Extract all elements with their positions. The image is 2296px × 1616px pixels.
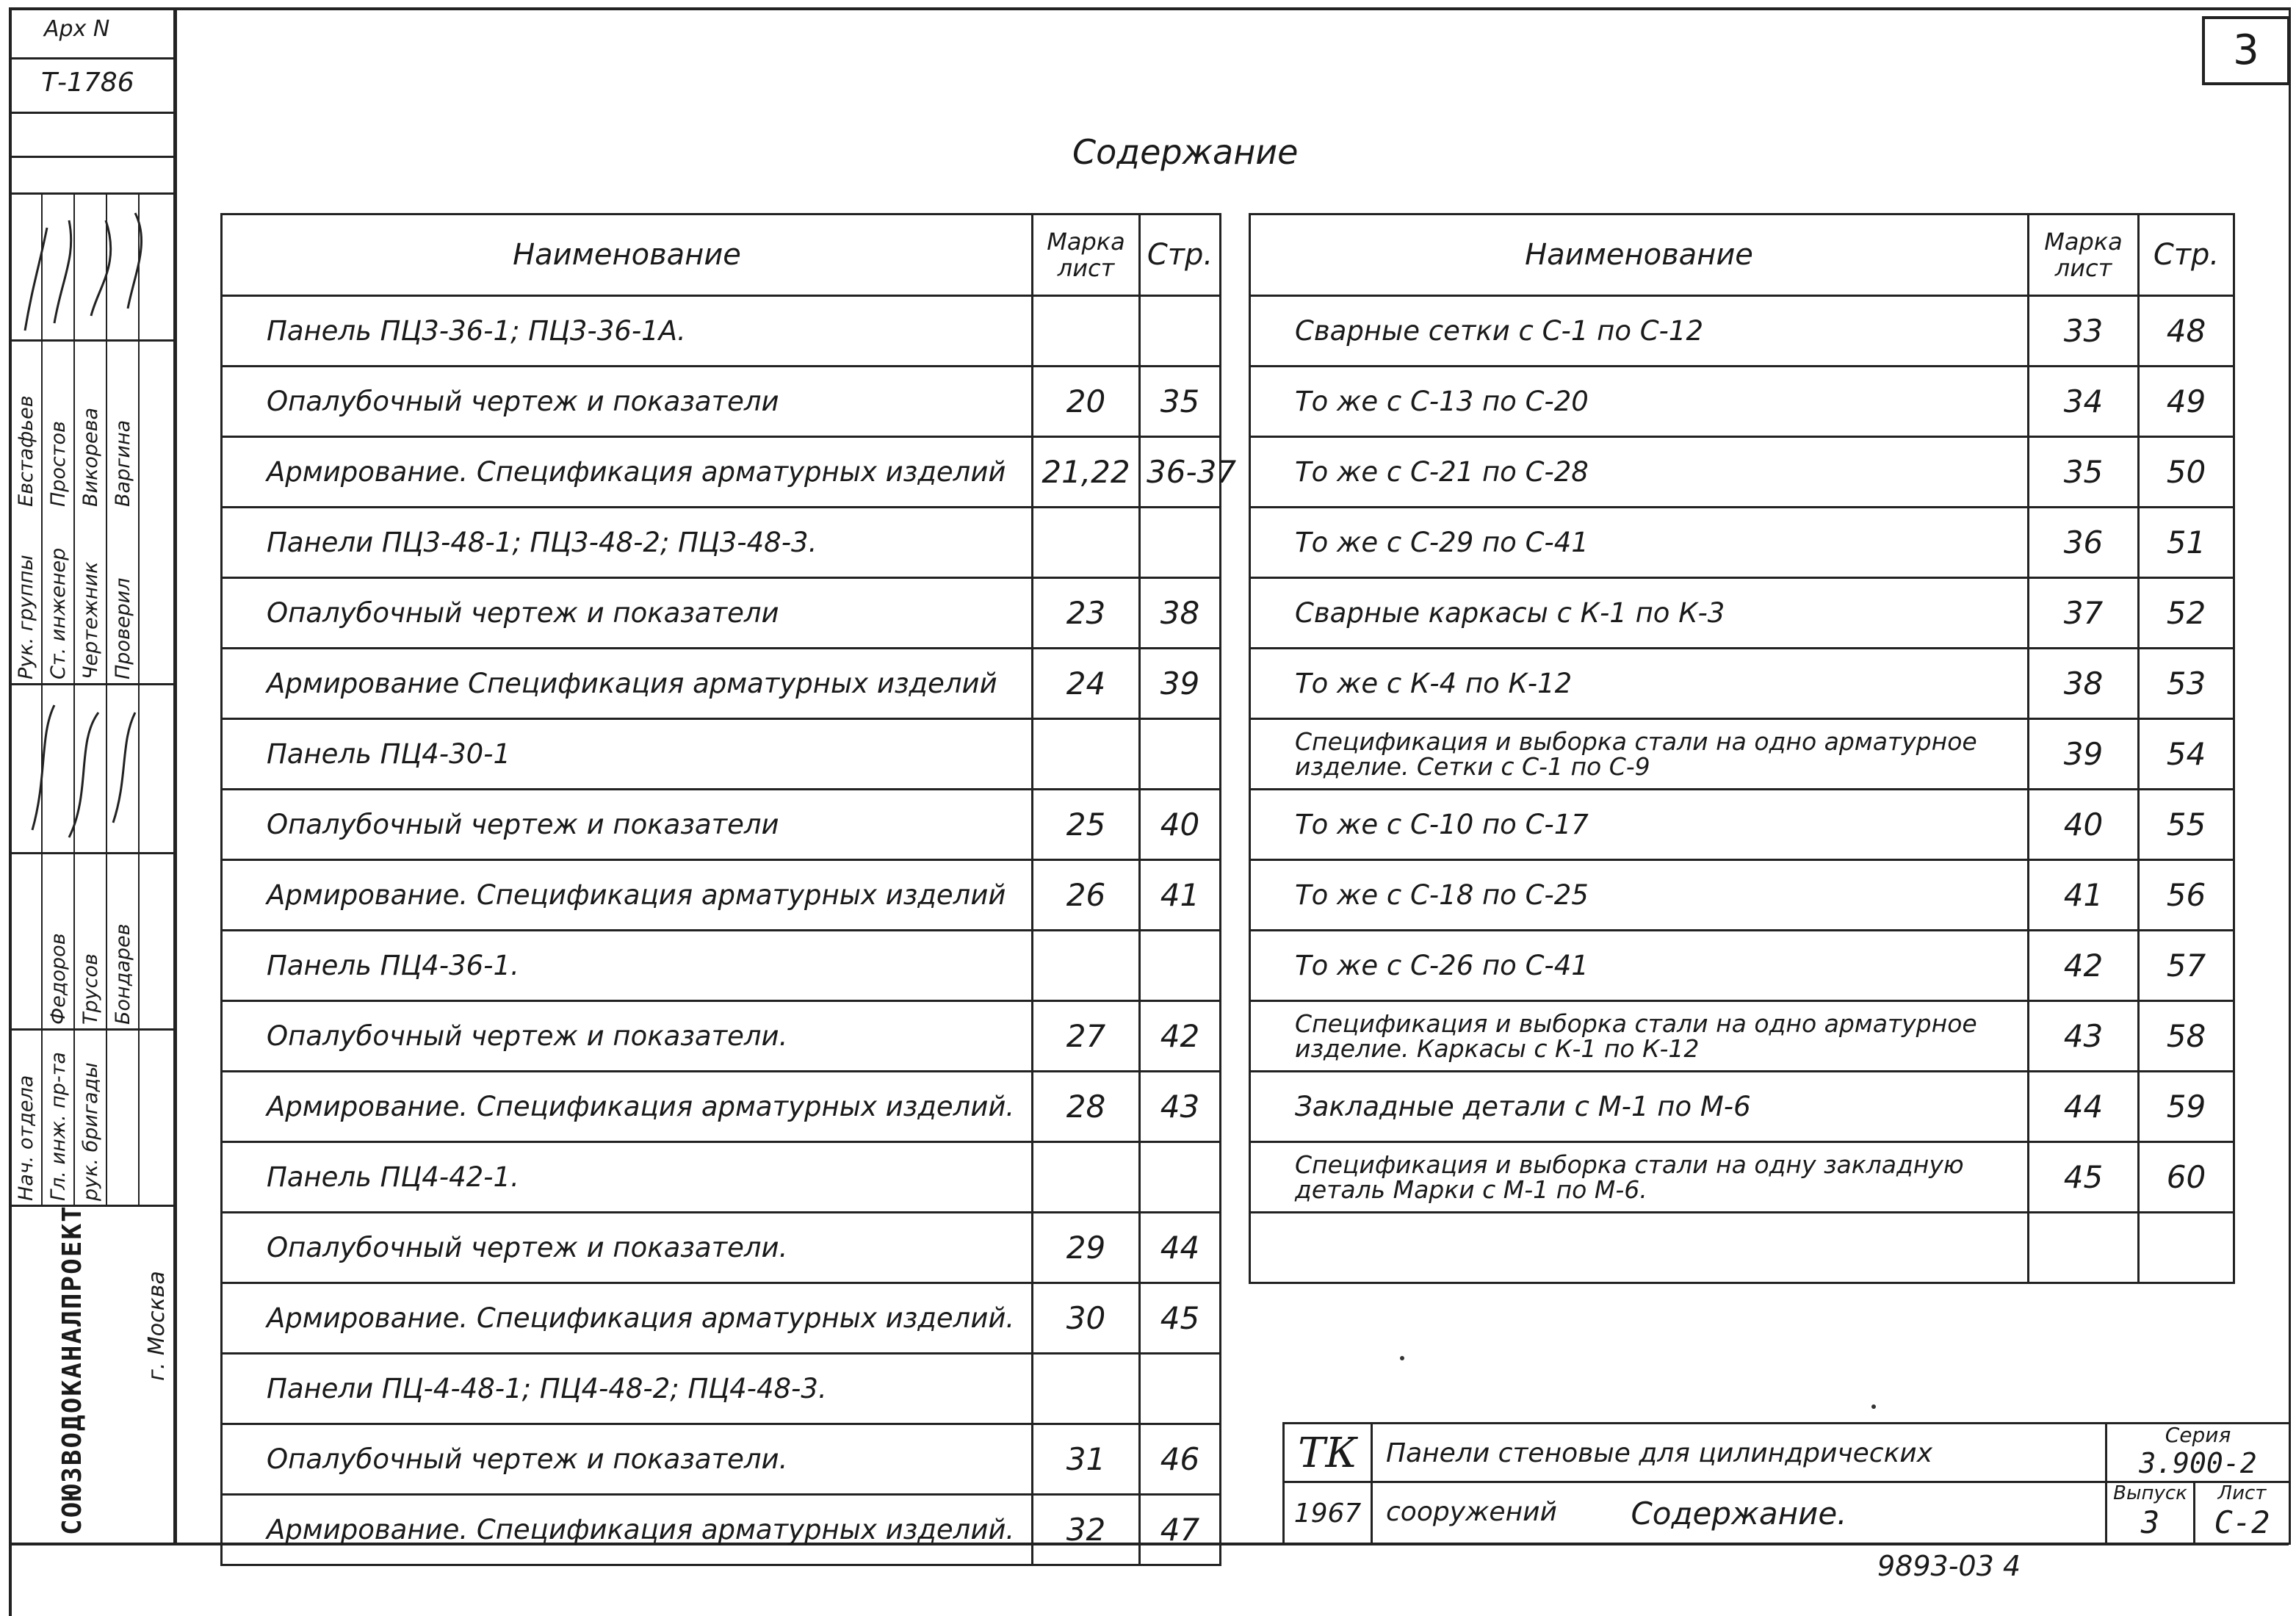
table-row [1250,1213,2234,1283]
table-row [222,508,1221,578]
table-row [1250,367,2234,437]
entry-page [1140,508,1221,578]
stamp-divider [9,339,173,342]
entry-page: 53 [2139,649,2234,719]
entry-name: Закладные детали с М-1 по М-6 [1250,1072,2029,1142]
frame-right-border [2289,7,2291,1543]
entry-page: 45 [1140,1283,1221,1354]
table-row [1250,578,2234,649]
name-label: Бондарев [112,923,134,1025]
header-page: Стр. [1140,214,1221,296]
name-label: Федоров [47,933,70,1025]
entry-mark [1033,931,1140,1001]
entry-page: 55 [2139,790,2234,860]
entry-name: Спецификация и выборка стали на одно арматурное изделие. Сетки с С-1 по С-9 [1250,719,2029,790]
signature-mark [10,198,172,338]
entry-name: То же с С-13 по С-20 [1250,367,2029,437]
organization-name: СОЮЗВОДОКАНАЛПРОЕКТ [57,1205,87,1535]
entry-mark [1033,1142,1140,1213]
table-row [1250,1001,2234,1072]
entry-page: 59 [2139,1072,2234,1142]
entry-mark: 40 [2029,790,2139,860]
entry-name: То же с К-4 по К-12 [1250,649,2029,719]
entry-page [1140,931,1221,1001]
frame-inner-border [173,7,177,1543]
table-row [222,437,1221,508]
entry-mark: 26 [1033,860,1140,931]
entry-page [2139,1213,2234,1283]
table-row [222,719,1221,790]
entry-page: 58 [2139,1001,2234,1072]
document-code: 9893-03 4 [1877,1550,2021,1582]
table-row [222,1142,1221,1213]
entry-name: Опалубочный чертеж и показатели [222,367,1033,437]
entry-name: Панели ПЦ3-48-1; ПЦ3-48-2; ПЦ3-48-3. [222,508,1033,578]
table-row [222,931,1221,1001]
entry-mark: 21,22 [1033,437,1140,508]
series-value: 3.900-2 [2139,1447,2257,1479]
table-row [222,1283,1221,1354]
table-row [1250,508,2234,578]
entry-name: Сварные каркасы с К-1 по К-3 [1250,578,2029,649]
table-header-row [1250,214,2234,296]
title-block-subtitle: Содержание. [1373,1483,2107,1545]
name-label: Простов [47,421,70,507]
role-label: Нач. отдела [15,1075,37,1201]
entry-mark: 28 [1033,1072,1140,1142]
entry-page [1140,1142,1221,1213]
entry-name: Спецификация и выборка стали на одно арматурное изделие. Каркасы с К-1 по К-12 [1250,1001,2029,1072]
table-header-row [222,214,1221,296]
table-row [222,860,1221,931]
title-block-year: 1967 [1285,1483,1373,1545]
entry-mark: 44 [2029,1072,2139,1142]
entry-page: 48 [2139,296,2234,367]
entry-name: Армирование. Спецификация арматурных изделий [222,437,1033,508]
entry-mark: 25 [1033,790,1140,860]
entry-page: 49 [2139,367,2234,437]
title-block-issue [2107,1483,2195,1545]
entry-page: 50 [2139,437,2234,508]
stamp-divider [9,112,173,114]
entry-name: То же с С-10 по С-17 [1250,790,2029,860]
table-row [1250,296,2234,367]
title-block-sheet [2195,1483,2291,1545]
entry-name: То же с С-21 по С-28 [1250,437,2029,508]
table-row [222,1495,1221,1565]
issue-value: 3 [2140,1504,2160,1540]
entry-page: 39 [1140,649,1221,719]
entry-mark: 36 [2029,508,2139,578]
entry-name [1250,1213,2029,1283]
entry-mark: 45 [2029,1142,2139,1213]
entry-name: Панель ПЦ4-30-1 [222,719,1033,790]
contents-table-left [220,213,1237,1566]
entry-mark: 20 [1033,367,1140,437]
entry-page: 41 [1140,860,1221,931]
entry-page: 57 [2139,931,2234,1001]
entry-name: То же с С-18 по С-25 [1250,860,2029,931]
title-block [1282,1422,2291,1545]
issue-label: Выпуск [2113,1482,2187,1504]
table-row [1250,860,2234,931]
title-block-description: Панели стеновые для цилиндрических сооружений [1373,1424,2107,1483]
entry-name: Панель ПЦ3-36-1; ПЦ3-36-1А. [222,296,1033,367]
entry-mark: 43 [2029,1001,2139,1072]
entry-name: Армирование. Спецификация арматурных изделий [222,860,1033,931]
entry-page: 40 [1140,790,1221,860]
stamp-divider [9,852,173,854]
stray-mark [1871,1404,1876,1409]
page-title: Содержание [1072,132,1299,172]
entry-page: 52 [2139,578,2234,649]
table-row [1250,931,2234,1001]
entry-mark: 29 [1033,1213,1140,1283]
entry-name: То же с С-29 по С-41 [1250,508,2029,578]
entry-mark: 38 [2029,649,2139,719]
table-row [1250,1072,2234,1142]
table-row [222,1072,1221,1142]
header-mark: Марка лист [2029,214,2139,296]
entry-name: Сварные сетки с С-1 по С-12 [1250,296,2029,367]
stamp-divider [9,683,173,685]
entry-mark: 31 [1033,1424,1140,1495]
entry-name: Опалубочный чертеж и показатели. [222,1001,1033,1072]
role-label: Гл. инж. пр-та [47,1052,70,1201]
entry-page: 43 [1140,1072,1221,1142]
entry-name: Опалубочный чертеж и показатели [222,790,1033,860]
entry-page: 46 [1140,1424,1221,1495]
header-name: Наименование [222,214,1033,296]
entry-name: Панель ПЦ4-36-1. [222,931,1033,1001]
table-row [222,578,1221,649]
entry-mark: 37 [2029,578,2139,649]
name-label: Трусов [79,953,102,1025]
entry-mark [1033,296,1140,367]
role-label: Рук. группы [15,555,37,679]
entry-name: Армирование Спецификация арматурных изделий [222,649,1033,719]
entry-mark: 30 [1033,1283,1140,1354]
archive-label: Арх N [44,16,110,42]
entry-page: 36-37 [1140,437,1221,508]
stamp-divider [9,1205,173,1207]
table-row [222,296,1221,367]
entry-mark [1033,719,1140,790]
entry-page: 35 [1140,367,1221,437]
role-label: Проверил [112,577,134,679]
name-label: Евстафьев [15,395,37,507]
table-row [222,649,1221,719]
contents-table-right [1249,213,2235,1284]
entry-mark: 42 [2029,931,2139,1001]
table-row [222,1213,1221,1283]
stamp-divider [9,57,173,59]
header-mark: Марка лист [1033,214,1140,296]
table-row [1250,719,2234,790]
entry-page: 54 [2139,719,2234,790]
frame-top-border [9,7,2289,10]
entry-page: 38 [1140,578,1221,649]
table-row [222,1354,1221,1424]
entry-page: 42 [1140,1001,1221,1072]
entry-name: Армирование. Спецификация арматурных изделий. [222,1072,1033,1142]
role-label: рук. бригады [79,1062,102,1201]
entry-mark: 24 [1033,649,1140,719]
signature-mark [10,690,172,845]
entry-page [1140,719,1221,790]
table-row [222,1001,1221,1072]
entry-name: Армирование. Спецификация арматурных изделий. [222,1495,1033,1565]
series-label: Серия [2165,1423,2231,1447]
entry-page [1140,1354,1221,1424]
entry-name: Спецификация и выборка стали на одну закладную деталь Марки с М-1 по М-6. [1250,1142,2029,1213]
stray-mark [1400,1356,1404,1360]
entry-mark: 32 [1033,1495,1140,1565]
title-block-series [2107,1424,2291,1483]
stamp-divider [9,1028,173,1031]
name-label: Викорева [79,407,102,507]
stamp-divider [9,156,173,158]
table-row [222,1424,1221,1495]
entry-mark: 39 [2029,719,2139,790]
header-page: Стр. [2139,214,2234,296]
table-row [1250,790,2234,860]
entry-mark [2029,1213,2139,1283]
city-name: г. Москва [144,1271,170,1381]
entry-name: Опалубочный чертеж и показатели [222,578,1033,649]
entry-name: Опалубочный чертеж и показатели. [222,1424,1033,1495]
stamp-divider [9,192,173,195]
entry-name: Панель ПЦ4-42-1. [222,1142,1033,1213]
role-label: Чертежник [79,561,102,679]
entry-page [1140,296,1221,367]
entry-mark: 27 [1033,1001,1140,1072]
entry-name: То же с С-26 по С-41 [1250,931,2029,1001]
entry-name: Опалубочный чертеж и показатели. [222,1213,1033,1283]
title-block-tk: ТК [1285,1424,1373,1483]
table-row [222,790,1221,860]
archive-number: Т-1786 [41,68,134,98]
sheet-label: Лист [2217,1482,2267,1504]
entry-page: 44 [1140,1213,1221,1283]
table-row [1250,649,2234,719]
entry-name: Панели ПЦ-4-48-1; ПЦ4-48-2; ПЦ4-48-3. [222,1354,1033,1424]
page-number: 3 [2202,16,2290,85]
header-name: Наименование [1250,214,2029,296]
entry-page: 47 [1140,1495,1221,1565]
table-row [222,367,1221,437]
entry-mark: 23 [1033,578,1140,649]
entry-mark: 35 [2029,437,2139,508]
role-label: Ст. инженер [47,547,70,679]
entry-page: 60 [2139,1142,2234,1213]
entry-mark [1033,1354,1140,1424]
entry-mark: 34 [2029,367,2139,437]
entry-name: Армирование. Спецификация арматурных изделий. [222,1283,1033,1354]
name-label: Варгина [112,419,134,507]
entry-mark: 33 [2029,296,2139,367]
entry-mark [1033,508,1140,578]
entry-mark: 41 [2029,860,2139,931]
table-row [1250,437,2234,508]
sheet-value: С-2 [2214,1504,2270,1540]
entry-page: 51 [2139,508,2234,578]
table-row [1250,1142,2234,1213]
entry-page: 56 [2139,860,2234,931]
